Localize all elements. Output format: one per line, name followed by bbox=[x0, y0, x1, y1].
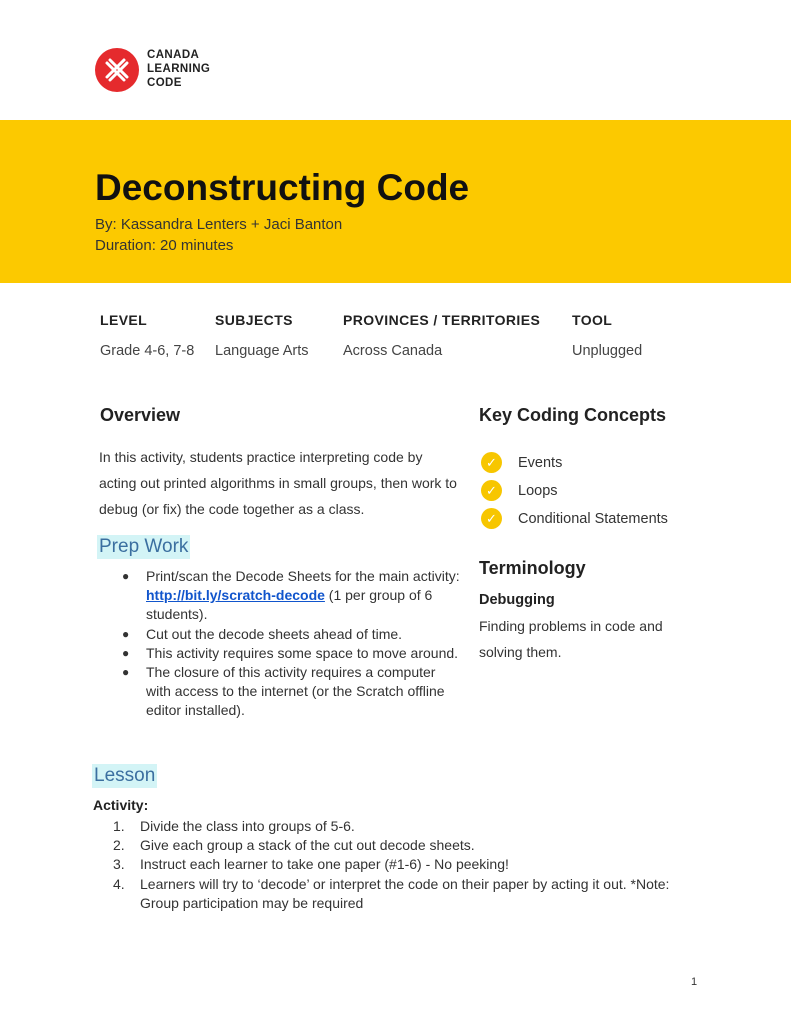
page-number: 1 bbox=[691, 976, 698, 988]
list-item bbox=[120, 663, 460, 721]
list-item bbox=[113, 855, 693, 874]
list-item bbox=[481, 508, 668, 536]
activity-label: Activity: bbox=[93, 797, 149, 813]
logo-line: CANADA bbox=[147, 49, 200, 61]
concept-label: Events bbox=[518, 455, 563, 471]
term: Debugging bbox=[479, 592, 555, 608]
byline bbox=[95, 214, 342, 256]
key-concepts-heading: Key Coding Concepts bbox=[479, 405, 667, 425]
step-number: 3. bbox=[113, 856, 125, 873]
activity-steps bbox=[113, 817, 693, 913]
list-item-text: This activity requires some space to move around. bbox=[146, 644, 459, 661]
canada-learning-code-logo-icon bbox=[95, 48, 139, 92]
logo-line: CODE bbox=[147, 77, 182, 89]
meta-label-provinces: PROVINCES / TERRITORIES bbox=[343, 312, 541, 328]
list-item-text: Cut out the decode sheets ahead of time. bbox=[146, 625, 403, 642]
step-number: 4. bbox=[113, 875, 125, 892]
list-item bbox=[113, 875, 693, 913]
step-number: 1. bbox=[113, 818, 125, 834]
overview-text: In this activity, students practice interpreting code by acting out printed algorithms in small groups, then work to debug (or fix) the code together as a class. bbox=[99, 449, 457, 517]
logo-wordmark bbox=[147, 48, 267, 90]
term-definition: Finding problems in code and solving them. bbox=[479, 618, 663, 660]
bullet-icon: ● bbox=[122, 626, 130, 641]
meta-value-level: Grade 4-6, 7-8 bbox=[100, 343, 195, 359]
step-text: Instruct each learner to take one paper (#1-6) - No peeking! bbox=[140, 856, 509, 873]
meta-value-subjects: Language Arts bbox=[215, 343, 309, 359]
concept-label: Loops bbox=[518, 483, 558, 499]
bullet-icon: ● bbox=[122, 645, 130, 660]
authors: By: Kassandra Lenters + Jaci Banton bbox=[95, 216, 343, 233]
page-title: Deconstructing Code bbox=[95, 167, 470, 208]
terminology-heading: Terminology bbox=[479, 558, 586, 578]
checkmark-icon: ✓ bbox=[481, 480, 502, 501]
meta-label-tool: TOOL bbox=[572, 312, 613, 328]
step-number: 2. bbox=[113, 837, 125, 854]
meta-value-provinces: Across Canada bbox=[343, 343, 443, 359]
meta-label-subjects: SUBJECTS bbox=[215, 312, 293, 328]
concept-label: Conditional Statements bbox=[518, 511, 668, 527]
meta-value-tool: Unplugged bbox=[572, 343, 643, 359]
list-item-text: The closure of this activity requires a computer with access to the internet (or the Scratch offline editor installed). bbox=[146, 664, 445, 719]
list-item-text: Print/scan the Decode Sheets for the main activity: bbox=[146, 568, 460, 584]
step-text: Give each group a stack of the cut out decode sheets. bbox=[140, 837, 475, 854]
lesson-heading: Lesson bbox=[94, 765, 156, 786]
list-item bbox=[120, 567, 460, 625]
checkmark-icon: ✓ bbox=[481, 508, 502, 529]
list-item-text: (1 per group of 6 students). bbox=[146, 587, 433, 623]
prep-work-heading: Prep Work bbox=[99, 536, 189, 557]
list-item bbox=[120, 644, 460, 663]
step-text: Learners will try to ‘decode’ or interpret the code on their paper by acting it out. *Note: Group participation may be required bbox=[140, 875, 670, 911]
checkmark-icon: ✓ bbox=[481, 452, 502, 473]
list-item bbox=[120, 625, 460, 644]
meta-label-level: LEVEL bbox=[100, 312, 148, 328]
list-item bbox=[113, 836, 693, 855]
logo-line: LEARNING bbox=[147, 63, 211, 75]
list-item bbox=[481, 480, 668, 508]
bullet-icon: ● bbox=[122, 569, 130, 583]
duration: Duration: 20 minutes bbox=[95, 237, 234, 254]
prep-work-list bbox=[120, 567, 460, 721]
list-item bbox=[481, 452, 668, 480]
step-text: Divide the class into groups of 5-6. bbox=[140, 818, 355, 834]
list-item bbox=[113, 817, 693, 836]
bullet-icon: ● bbox=[122, 665, 130, 680]
key-concepts-list bbox=[481, 452, 668, 536]
decode-sheets-link[interactable]: http://bit.ly/scratch-decode bbox=[146, 587, 325, 604]
overview-heading: Overview bbox=[100, 405, 181, 425]
